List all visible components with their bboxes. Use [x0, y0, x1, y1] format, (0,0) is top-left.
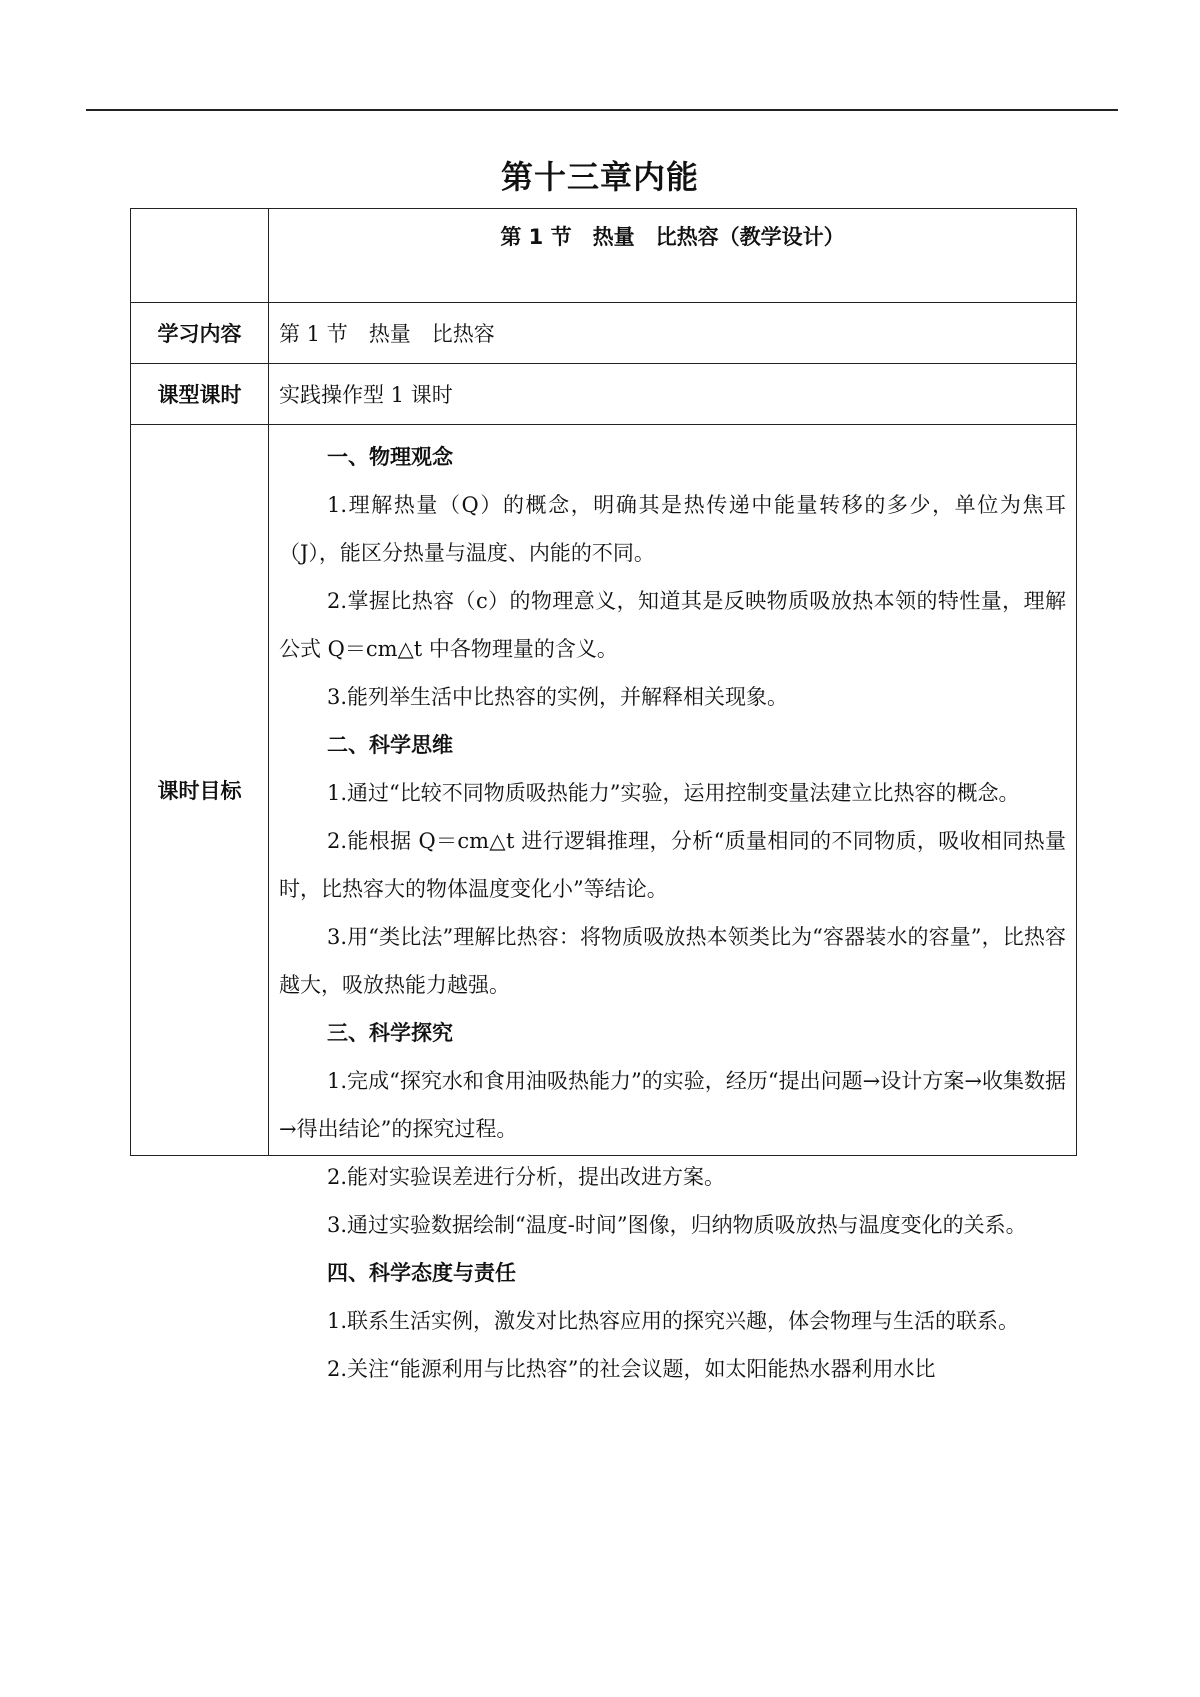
goal-item: 1.通过“比较不同物质吸热能力”实验，运用控制变量法建立比热容的概念。: [327, 781, 1020, 805]
table-row-goals: [131, 425, 1077, 1156]
goal-item: 3.通过实验数据绘制“温度-时间”图像，归纳物质吸放热与温度变化的关系。: [327, 1213, 1027, 1237]
goal-item: 2.能根据 Q＝cm△t 进行逻辑推理，分析“质量相同的不同物质，吸收相同热量时，比热容大的物体温度变化小”等结论。: [279, 829, 1066, 901]
table-title-row: [131, 209, 1077, 303]
table-row-type: [131, 364, 1077, 425]
goal-item: 2.能对实验误差进行分析，提出改进方案。: [327, 1165, 726, 1189]
goal-heading: 二、科学思维: [327, 733, 453, 757]
type-label: 课型课时: [131, 364, 269, 425]
content-value: 第 1 节 热量 比热容: [269, 303, 1077, 364]
table-row-content: [131, 303, 1077, 364]
goal-item: 3.用“类比法”理解比热容：将物质吸放热本领类比为“容器装水的容量”，比热容越大，吸放热能力越强。: [279, 925, 1066, 997]
goal-item: 1.完成“探究水和食用油吸热能力”的实验，经历“提出问题→设计方案→收集数据→得出结论”的探究过程。: [279, 1069, 1066, 1141]
goal-item: 1.理解热量（Q）的概念，明确其是热传递中能量转移的多少，单位为焦耳（J），能区分热量与温度、内能的不同。: [279, 493, 1066, 565]
lesson-plan-table: [130, 208, 1077, 1381]
goal-item: 1.联系生活实例，激发对比热容应用的探究兴趣，体会物理与生活的联系。: [327, 1309, 1020, 1333]
empty-cell: [131, 209, 269, 303]
goal-item: 3.能列举生活中比热容的实例，并解释相关现象。: [327, 685, 789, 709]
content-label: 学习内容: [131, 303, 269, 364]
section-title: 第 1 节 热量 比热容（教学设计）: [269, 209, 1077, 303]
goal-heading: 四、科学态度与责任: [327, 1261, 516, 1285]
chapter-title: 第十三章内能: [500, 158, 699, 196]
type-value: 实践操作型 1 课时: [269, 364, 1077, 425]
goal-heading: 三、科学探究: [327, 1021, 453, 1045]
goals-cell: [269, 425, 1077, 1381]
goal-item: 2.关注“能源利用与比热容”的社会议题，如太阳能热水器利用水比: [327, 1357, 936, 1381]
header-rule: [86, 109, 1118, 111]
goal-item: 2.掌握比热容（c）的物理意义，知道其是反映物质吸放热本领的特性量，理解公式 Q＝cm△t 中各物理量的含义。: [279, 589, 1066, 661]
goal-heading: 一、物理观念: [327, 445, 453, 469]
goals-label: 课时目标: [131, 425, 269, 1156]
goals-list: [279, 433, 1066, 1381]
